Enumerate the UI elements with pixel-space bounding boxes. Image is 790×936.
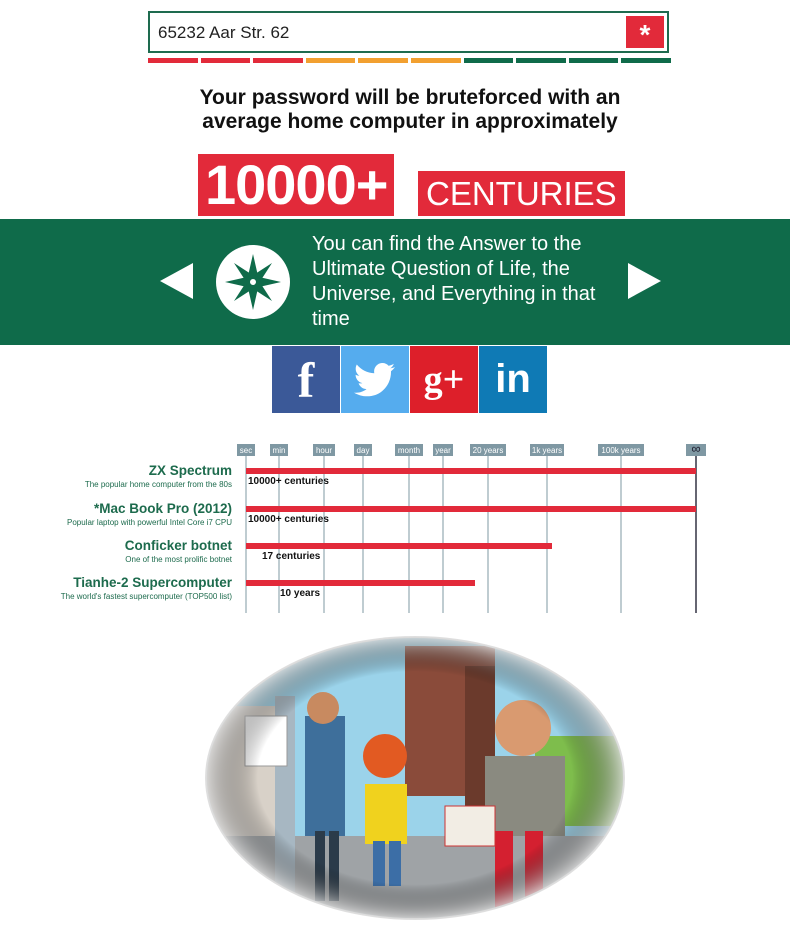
chart-tick-label: 1k years [531, 446, 563, 455]
linkedin-icon: in [495, 357, 531, 401]
meter-segment [306, 58, 356, 63]
chart-series-subtitle: One of the most prolific botnet [125, 555, 232, 564]
chart-data-label: 10000+ centuries [248, 476, 329, 487]
meter-segment [621, 58, 671, 63]
chart-series-name: ZX Spectrum [148, 463, 232, 478]
banner-text: You can find the Answer to the Ultimate Question of Life, the Universe, and Everything in that time [312, 233, 596, 330]
chart-series-name: Conficker botnet [124, 538, 232, 553]
chart-bar [246, 468, 696, 474]
meter-segment [464, 58, 514, 63]
chart-series-subtitle: The world's fastest supercomputer (TOP500 list) [60, 592, 232, 601]
chart-tick-label: ∞ [691, 441, 701, 456]
meter-segment [516, 58, 566, 63]
chart-row-label [61, 575, 232, 603]
meter-segment [411, 58, 461, 63]
chart-series-subtitle: Popular laptop with powerful Intel Core i7 CPU [67, 518, 232, 527]
chart-series-subtitle: The popular home computer from the 80s [84, 480, 232, 489]
chart-bar [246, 580, 475, 586]
meter-segment [201, 58, 251, 63]
chart-tick-label: 100k years [601, 446, 641, 455]
googleplus-share-button[interactable] [410, 346, 478, 413]
next-arrow-icon[interactable] [628, 263, 661, 299]
facebook-icon: f [297, 351, 315, 408]
chart-tick-label: sec [239, 446, 253, 455]
strength-meter [148, 58, 671, 63]
compass-star-icon [216, 245, 290, 319]
chart-tick-label: year [435, 446, 451, 455]
chart-bar [246, 543, 552, 549]
chart-bar [246, 506, 696, 512]
meter-segment [253, 58, 303, 63]
social-share-bar [272, 346, 547, 413]
chart-tick-label: min [272, 446, 286, 455]
bruteforce-time-chart [0, 440, 790, 620]
chart-data-label: 17 centuries [262, 551, 321, 562]
chart-tick-label: 20 years [472, 446, 504, 455]
googleplus-icon: g+ [423, 358, 465, 401]
meter-segment [148, 58, 198, 63]
chart-tick-label: day [356, 446, 370, 455]
chart-tick-label: month [397, 446, 421, 455]
twitter-bird-icon [354, 363, 396, 397]
headline-line2: average home computer in approximately [202, 110, 618, 133]
linkedin-share-button[interactable] [479, 346, 547, 413]
chart-row-label [125, 538, 232, 566]
illustration-image [205, 636, 625, 921]
chart-series-name: *Mac Book Pro (2012) [93, 501, 232, 516]
meter-segment [358, 58, 408, 63]
twitter-share-button[interactable] [341, 346, 409, 413]
result-number: 10000+ [198, 154, 394, 216]
headline-line1: Your password will be bruteforced with an [199, 86, 621, 109]
chart-row-label [67, 501, 232, 529]
prev-arrow-icon[interactable] [160, 263, 193, 299]
headline [0, 86, 790, 134]
chart-data-label: 10 years [280, 588, 321, 599]
chart-data-label: 10000+ centuries [248, 514, 329, 525]
chart-series-name: Tianhe-2 Supercomputer [73, 575, 232, 590]
comparison-banner [0, 219, 790, 345]
password-field-container [148, 11, 669, 53]
asterisk-icon[interactable]: * [626, 16, 664, 48]
password-input[interactable] [156, 13, 620, 53]
meter-segment [569, 58, 619, 63]
chart-tick-label: hour [315, 446, 333, 455]
result-unit: CENTURIES [418, 171, 625, 216]
chart-row-label [85, 463, 232, 491]
facebook-share-button[interactable] [272, 346, 340, 413]
